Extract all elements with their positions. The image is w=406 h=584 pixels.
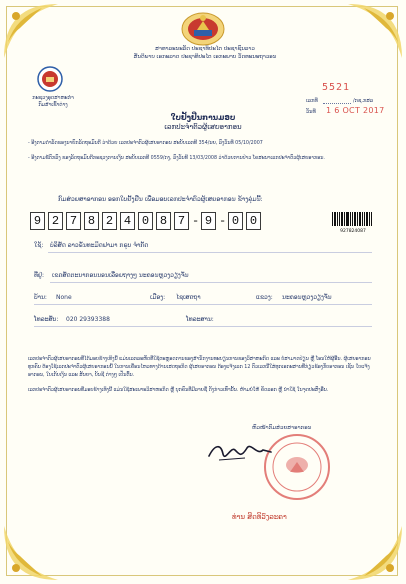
name-value: ບໍລິສັດ ລາວຣັນທະມິດຟາມາ ກຣຸບ ຈຳກັດ bbox=[50, 242, 149, 249]
date-stamp: 1 6 OCT 2017 bbox=[326, 106, 385, 115]
phone-label: ໂທລະສັບ: bbox=[34, 316, 59, 323]
tin-separator: - bbox=[219, 214, 227, 228]
village-label: ບ້ານ: bbox=[34, 294, 47, 301]
ministry-line-2: ກົມສໍາເຂົ້າຕ່າງ bbox=[38, 102, 68, 108]
corner-ornament-bottom-right bbox=[346, 524, 404, 582]
province-value: ນະຄອນຫຼວງວຽງຈັນ bbox=[282, 294, 332, 301]
address-label: ທີ່ຢູ່: bbox=[34, 272, 45, 279]
name-rule bbox=[48, 252, 372, 253]
tin-digit: 0 bbox=[138, 212, 153, 230]
district-label: ເມືອງ: bbox=[150, 294, 166, 301]
corner-ornament-top-left bbox=[2, 2, 60, 60]
signatory-title: ຫົວໜ້າກົມສ່ວຍສາອາກອນ bbox=[252, 425, 312, 431]
body-paragraph-1: ເລກປະຈໍາຕົວຜູ້ເສຍອາກອນທີ່ໄດ້ມອບຂ້າງເທິງນີ້ ແມ່ນເລກລະຫັດທີ່ໃຊ້ຕະຫຼອດການຂອງສຳນັກງານທະບຽນການຂອງວິສາຫະກິດ ແລະ ບໍ່ສາມາດປ່ຽນ ຫຼື ໂອນໃຫ້ຜູ້ອື່ນ. ຜູ້ເສຍອາກອນທຸກຄົນ ຕ້ອງໃຊ້ເລກປະຈຳຕົວຜູ້ເສຍອາກອນນີ້ ໃນການເຄື່ອນໄຫວທາງດ້ານເສດຖະກິດ ຜູ້ເສຍອາກອນ ຕ້ອງແຈ້ງເລກ 12 ຕົວເລກນີ້ໃສ່ທຸກເອກະສານທີ່ກ່ຽວຂ້ອງກັບອາກອນ ເຊັ່ນ ໃບແຈ້ງອາກອນ, ໃບເກັບເງິນ ແລະ ສັນຍາ, ບັນຊີ ຕ່າງໆ ເປັນຕົ້ນ. bbox=[28, 357, 371, 378]
tin-digit: 8 bbox=[84, 212, 99, 230]
province-label: ແຂວງ: bbox=[256, 294, 273, 301]
reference-1: - ອີງຕາມດຳລັດຂອງນາຍົກລັດຖະມົນຕີ ວ່າດ້ວຍ ເລກປະຈໍາຕົວຜູ້ເສຍອາກອນ ສະບັບເລກທີ 354/ນຍ, ລົງວັນທີ 05/10/2007 bbox=[28, 141, 263, 146]
barcode-icon bbox=[332, 212, 372, 226]
tin-digit: 0 bbox=[246, 212, 261, 230]
corner-ornament-bottom-left bbox=[2, 524, 60, 582]
fax-label: ໂທລະສານ: bbox=[186, 316, 214, 323]
address-value: ເຂດສັດຕະນາກອນນອນເລື່ອຍຖາງໆ ນະຄອນຫຼວງວຽງຈັນ bbox=[52, 272, 189, 279]
page-subtitle: ເລກປະຈໍາຕົວຜູ້ເສຍອາກອນ bbox=[164, 123, 242, 131]
tin-digit: 0 bbox=[228, 212, 243, 230]
village-value: None bbox=[56, 294, 72, 301]
number-label: ເລກທີ bbox=[306, 98, 318, 104]
ministry-line-1: ກະຊວງອຸດສາຫະກຳ bbox=[32, 95, 74, 101]
signer-name: ທ່ານ ສິດທິວົງລະຄາ bbox=[232, 513, 287, 521]
number-dotted-line bbox=[323, 103, 351, 104]
phone-value: 020 29393388 bbox=[66, 316, 110, 323]
tin-digit: 2 bbox=[102, 212, 117, 230]
location-rule bbox=[34, 304, 372, 305]
serial-number: 5521 bbox=[322, 82, 351, 93]
tin-boxes bbox=[30, 212, 264, 230]
signature bbox=[205, 438, 275, 466]
name-label: ໃຊ້: bbox=[34, 242, 44, 249]
address-rule bbox=[50, 282, 372, 283]
tin-digit: 4 bbox=[120, 212, 135, 230]
ministry-name bbox=[22, 95, 84, 109]
tin-digit: 7 bbox=[174, 212, 189, 230]
tin-digit: 7 bbox=[66, 212, 81, 230]
reference-2: - ອີງຕາມຂໍ້ຕົກລົງ ຂອງລັດຖະມົນຕີກະຊວງການເງິນ ສະບັບເລກທີ 0559/ກງ, ລົງວັນທີ 13/03/2008 ວ່າດ້ວຍການປ່າວ ໂຄສະນາເລກປະຈຳຕົວຜູ້ເສຍອາກອນ. bbox=[28, 156, 325, 161]
tin-separator: - bbox=[192, 214, 200, 228]
contact-rule bbox=[34, 326, 372, 327]
tin-digit: 9 bbox=[30, 212, 45, 230]
body-paragraph-2: ເລກປະຈໍາຕົວຜູ້ເສຍອາກອນທີ່ມອບຂ້າງເທິງນີ້ ແມ່ນໃຊ້ສະເພາະວິສາຫະກິດ ຫຼື ບຸກຄົນທີ່ມີລາຍຊື່ ດັ່ງກ່າວເທົ່ານັ້ນ. ຫ້າມບໍ່ໃຫ້ ຄັດລອກ ຫຼື ນຳໃຊ້ ໃນຈຸດປະສົງອື່ນ. bbox=[28, 388, 329, 393]
tin-digit: 9 bbox=[201, 212, 216, 230]
intro-text: ກົມສ່ວຍສາອາກອນ ອອກໃບຢັ້ງຢືນ ເພື່ອມອບເລກປະຈຳຕົວຜູ້ເສຍອາກອນ ຂ້າງລຸ່ມນີ້: bbox=[58, 196, 263, 203]
page-title: ໃບຢັ້ງຢືນການມອບ bbox=[170, 113, 236, 122]
corner-ornament-top-right bbox=[346, 2, 404, 60]
tin-digit: 2 bbox=[48, 212, 63, 230]
number-suffix: /ກຊ.ກສລ bbox=[353, 98, 374, 104]
barcode-number: 927824087 bbox=[340, 229, 366, 234]
nation-name: ສາທາລະນະລັດ ປະຊາທິປະໄຕ ປະຊາຊົນລາວ bbox=[155, 46, 255, 52]
ministry-logo-icon bbox=[37, 66, 63, 92]
date-label: ວັນທີ bbox=[306, 109, 316, 115]
national-emblem-icon bbox=[180, 12, 226, 46]
district-value: ໄຊເສດຖາ bbox=[176, 294, 201, 301]
national-motto: ສັນຕິພາບ ເອກະລາດ ປະຊາທິປະໄຕ ເອກະພາບ ວັດທະນະຖາວອນ bbox=[133, 54, 277, 60]
tin-digit: 8 bbox=[156, 212, 171, 230]
